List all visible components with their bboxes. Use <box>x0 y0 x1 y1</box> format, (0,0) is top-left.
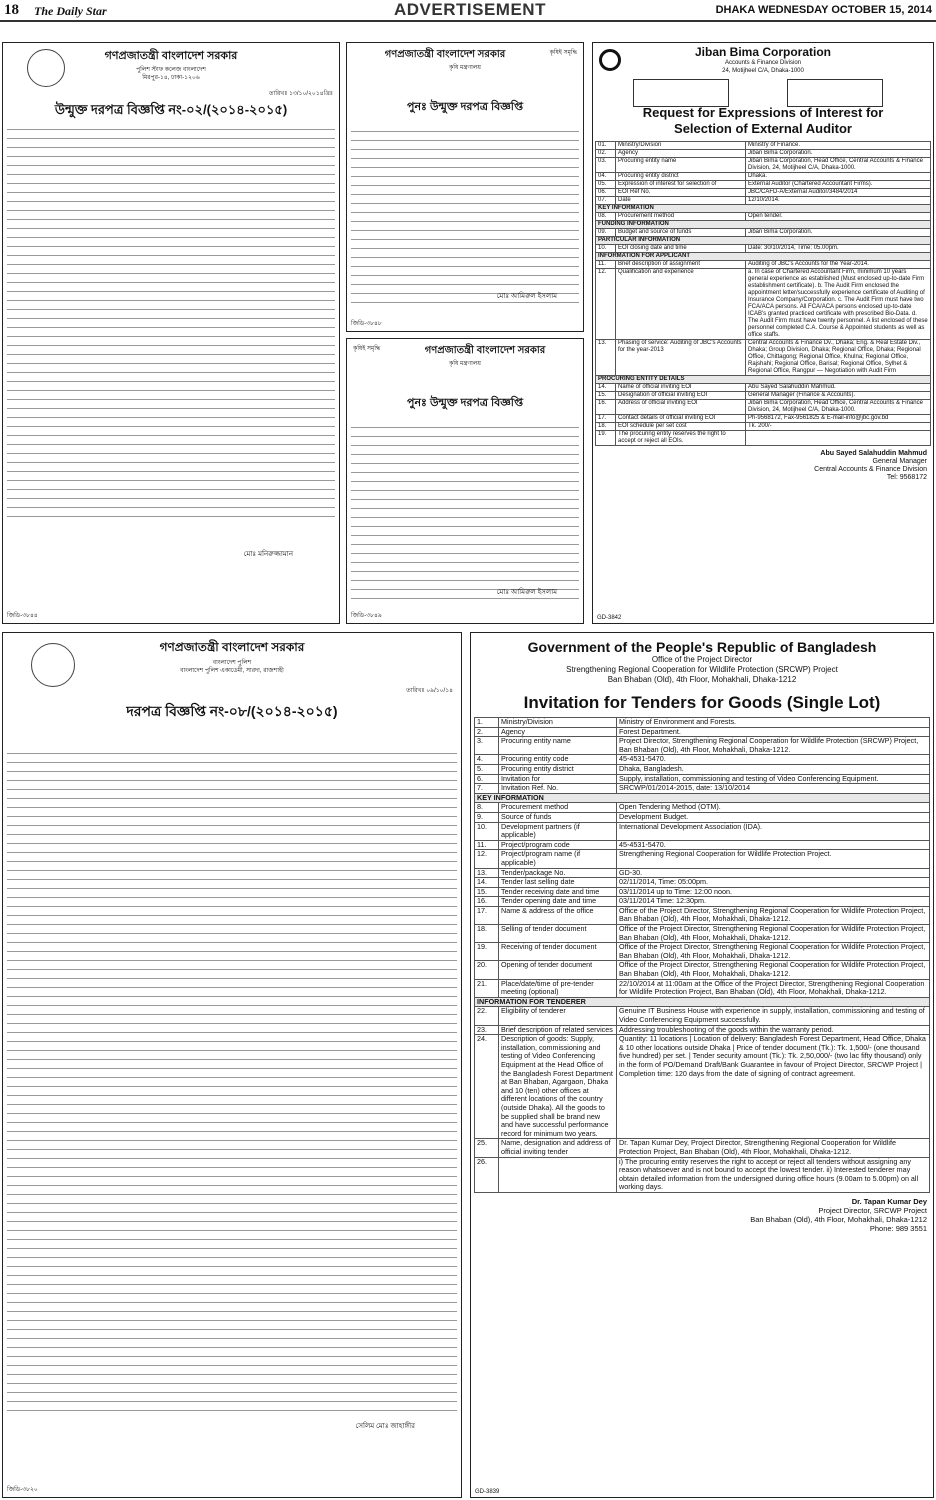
row-number: 6. <box>475 774 499 784</box>
row-number: 12. <box>475 850 499 868</box>
table-row <box>475 1139 930 1157</box>
ad-agriculture-top <box>346 42 584 332</box>
ad-title: পুনঃ উন্মুক্ত দরপত্র বিজ্ঞপ্তি <box>406 397 523 409</box>
table-row <box>596 197 931 205</box>
table-row <box>596 415 931 423</box>
row-value: Supply, installation, commissioning and testing of Video Conferencing Equipment. <box>617 774 930 784</box>
row-value: 45-4531-5470. <box>617 840 930 850</box>
ad-code: জিডি-৩৮২০ <box>7 1487 38 1493</box>
ad-code: জিডি-৩৮৪৯ <box>351 613 382 619</box>
sign-tel: Tel: 9568172 <box>886 474 927 481</box>
masthead <box>0 0 936 22</box>
government-seal-icon <box>27 49 65 87</box>
sign-title: Project Director, SRCWP Project <box>818 1205 927 1215</box>
ad-body-lines <box>7 745 457 1411</box>
sign-name: Abu Sayed Salahuddin Mahmud <box>820 450 927 457</box>
row-number: 8. <box>475 803 499 813</box>
table-row <box>596 269 931 340</box>
row-label: Tender/package No. <box>499 868 617 878</box>
ad-code: জিডি-৩৮৪৮ <box>351 321 382 327</box>
slogan-box-left <box>633 79 729 107</box>
ad-header: গণপ্রজাতন্ত্রী বাংলাদেশ সরকার <box>424 345 546 356</box>
ad-address: Ban Bhaban (Old), 4th Floor, Mohakhali, Dhaka-1212 <box>607 675 797 684</box>
row-number: 07. <box>596 197 616 205</box>
row-number: 10. <box>475 822 499 840</box>
row-label: Invitation for <box>499 774 617 784</box>
row-number: 25. <box>475 1139 499 1157</box>
section-header-row <box>475 793 930 803</box>
row-number: 15. <box>475 887 499 897</box>
row-value: Central Accounts & Finance Dv., Dhaka; Eng. & Real Estate Div., Dhaka; Group Division, Dhaka; Regional Office, Dhaka; Regional Office, Chittagong; Regional Office, Khulna; Regional Office, Rajshahi; Regional Office, Barisal; Regional Office, Sylhet & Regional Office, Rangpur — Negotiation with Audit Firm <box>746 340 931 376</box>
ad-subheader: পুলিশ স্টাফ কলেজ বাংলাদেশ <box>136 67 206 73</box>
ad-address: বাংলাদেশ পুলিশ একাডেমী, সারদা, রাজশাহী <box>180 668 284 674</box>
table-row <box>475 1025 930 1035</box>
table-row <box>475 961 930 979</box>
section-header-row <box>475 997 930 1007</box>
table-row <box>475 812 930 822</box>
row-value: 02/11/2014, Time: 05:00pm. <box>617 878 930 888</box>
ad-code: জিডি-৩৮৪৪ <box>7 613 38 619</box>
table-row <box>596 150 931 158</box>
ad-code: GD-3839 <box>475 1489 500 1495</box>
table-row <box>475 979 930 997</box>
table-row <box>596 245 931 253</box>
row-value: Addressing troubleshooting of the goods within the warranty period. <box>617 1025 930 1035</box>
row-number: 4. <box>475 755 499 765</box>
table-row <box>475 755 930 765</box>
row-number: 13. <box>596 340 616 376</box>
row-number: 1. <box>475 718 499 728</box>
ad-tag: কৃষিই সমৃদ্ধি <box>549 50 577 56</box>
row-label: Procuring entity name <box>499 737 617 755</box>
row-value: Forest Department. <box>617 727 930 737</box>
row-value: Ministry of Environment and Forests. <box>617 718 930 728</box>
row-label: Place/date/time of pre-tender meeting (optional) <box>499 979 617 997</box>
section-header: PARTICULAR INFORMATION <box>596 237 931 245</box>
row-value: External Auditor (Chartered Accountant Firms). <box>746 181 931 189</box>
table-row <box>596 189 931 197</box>
section-header-row <box>596 253 931 261</box>
row-value: International Development Association (IDA). <box>617 822 930 840</box>
row-value: Office of the Project Director, Strengthening Regional Cooperation for Wildlife Protection Project, Ban Bhaban (Old), 4th Floor, Mohakhali, Dhaka-1212. <box>617 943 930 961</box>
row-value: Dhaka, Bangladesh. <box>617 764 930 774</box>
row-label: Procurement method <box>616 213 746 221</box>
row-value: Jiban Bima Corporation, Head Office, Central Accounts & Finance Division, 24, Motijheel C/A, Dhaka-1000. <box>746 158 931 173</box>
row-label: Contact details of official inviting EOI <box>616 415 746 423</box>
ad-signatory: মোঃ আমিরুল ইসলাম <box>496 589 557 596</box>
row-label: EOI closing date and time <box>616 245 746 253</box>
ad-forest-tender <box>470 632 934 1498</box>
row-number: 5. <box>475 764 499 774</box>
row-number: 11. <box>596 261 616 269</box>
ad-date: তারিখঃ ১৩/১০/২০১৪খ্রিঃ <box>269 91 333 97</box>
ad-title: উন্মুক্ত দরপত্র বিজ্ঞপ্তি নং-০২/(২০১৪-২০১৫) <box>54 102 288 117</box>
row-label: Agency <box>616 150 746 158</box>
ad-body-lines <box>351 123 579 303</box>
row-label: Procuring entity district <box>616 173 746 181</box>
row-number: 01. <box>596 142 616 150</box>
row-label: Name, designation and address of official inviting tender <box>499 1139 617 1157</box>
sign-name: Dr. Tapan Kumar Dey <box>851 1196 927 1206</box>
row-value: 45-4531-5470. <box>617 755 930 765</box>
table-row <box>596 340 931 376</box>
ad-header: গণপ্রজাতন্ত্রী বাংলাদেশ সরকার <box>159 640 305 654</box>
row-value <box>746 431 931 446</box>
row-label: Name & address of the office <box>499 906 617 924</box>
row-number: 15. <box>596 392 616 400</box>
ad-header: গণপ্রজাতন্ত্রী বাংলাদেশ সরকার <box>104 50 238 62</box>
table-row <box>596 261 931 269</box>
ad-body-lines <box>351 419 579 599</box>
row-label: Invitation Ref. No. <box>499 784 617 794</box>
sign-phone: Phone: 989 3551 <box>869 1223 927 1233</box>
table-row <box>475 774 930 784</box>
row-number: 08. <box>596 213 616 221</box>
row-number: 02. <box>596 150 616 158</box>
table-row <box>596 142 931 150</box>
row-label <box>499 1157 617 1192</box>
table-row <box>596 229 931 237</box>
row-value: Office of the Project Director, Strengthening Regional Cooperation for Wildlife Protection Project, Ban Bhaban (Old), 4th Floor, Mohakhali, Dhaka-1212. <box>617 906 930 924</box>
table-row <box>596 173 931 181</box>
row-number: 17. <box>475 906 499 924</box>
section-title: ADVERTISEMENT <box>394 0 546 19</box>
ad-subheader: কৃষি মন্ত্রণালয় <box>449 361 481 367</box>
ad-agriculture-bottom <box>346 338 584 624</box>
section-header: INFORMATION FOR APPLICANT <box>596 253 931 261</box>
ad-title: Invitation for Tenders for Goods (Single Lot) <box>523 693 881 712</box>
row-label: Tender opening date and time <box>499 897 617 907</box>
page-number: 18 <box>4 2 19 18</box>
row-value: Development Budget. <box>617 812 930 822</box>
section-header-row <box>596 205 931 213</box>
ad-project: Strengthening Regional Cooperation for Wildlife Protection (SRCWP) Project <box>566 665 838 674</box>
row-number: 9. <box>475 812 499 822</box>
dateline: DHAKA WEDNESDAY OCTOBER 15, 2014 <box>715 4 932 16</box>
table-row <box>475 850 930 868</box>
section-header: KEY INFORMATION <box>475 793 930 803</box>
ad-title: Request for Expressions of Interest for Selection of External Auditor <box>642 105 884 136</box>
row-label: Agency <box>499 727 617 737</box>
section-header-row <box>596 376 931 384</box>
ad-signatory: মোঃ মনিরুজ্জামান <box>243 551 293 558</box>
row-number: 09. <box>596 229 616 237</box>
ad-address: 24, Motijheel C/A, Dhaka-1000 <box>722 68 804 74</box>
jbc-logo-icon <box>599 49 621 71</box>
row-value: Dr. Tapan Kumar Dey, Project Director, Strengthening Regional Cooperation for Wildlife Protection Project, Ban Bhaban (Old), 4th Floor, Mohakhali, Dhaka-1212. <box>617 1139 930 1157</box>
row-label: Phasing of service: Auditing of JBC's Accounts for the year-2013 <box>616 340 746 376</box>
row-value: 03/11/2014 Time: 12:30pm. <box>617 897 930 907</box>
row-number: 19. <box>596 431 616 446</box>
row-label: Tender last selling date <box>499 878 617 888</box>
row-number: 10. <box>596 245 616 253</box>
section-header: INFORMATION FOR TENDERER <box>475 997 930 1007</box>
ad-code: GD-3842 <box>597 615 622 621</box>
row-label: Project/program code <box>499 840 617 850</box>
row-value: Quantity: 11 locations | Location of delivery: Bangladesh Forest Department, Head Office, Dhaka & 10 other locations outside Dhaka | Price of tender document (Tk.): Tk. 1,500/- (one thousand five hundred) per set. | Tender security amount (Tk.): Tk. 2,50,000/- (two lac fifty thousand) only in the form of PO/Demand Draft/Bank Guarantee in favour of Project Director, SRCWP Project | Completion time: 120 days from the date of signing of contract agreement. <box>617 1035 930 1139</box>
row-value: JBC/CAFD-A/External Auditor/3484/2014 <box>746 189 931 197</box>
table-row <box>596 392 931 400</box>
row-value: a. In case of Chartered Accountant Firm, minimum 10 years general experience as established (Must enclosed up-to-date Firm establishment certificate). b. The Audit Firm enclosed the appointment letter/successfully experience certificate of Auditing of Insurance Company/Corporation. c. The Audit Firm must have two FCA/ACA persons. All FCA/ACA persons enclosed up-to-date ICAB's granted practiced certificate with prescribed Bio-Data. d. The Audit Firm must have twenty personnel. A list enclosed of these personnel completed C.A. Course & Appointed students as well as office staffs. <box>746 269 931 340</box>
row-label: Brief description of related services <box>499 1025 617 1035</box>
row-value: 03/11/2014 up to Time: 12:00 noon. <box>617 887 930 897</box>
table-row <box>475 906 930 924</box>
row-number: 05. <box>596 181 616 189</box>
row-number: 06. <box>596 189 616 197</box>
row-number: 20. <box>475 961 499 979</box>
ad-jiban-bima <box>592 42 934 624</box>
row-value: Jiban Bima Corporation, Head Office, Central Accounts & Finance Division, 24, Motijheel C/A, Dhaka-1000. <box>746 400 931 415</box>
ad-header: Government of the People's Republic of Bangladesh <box>527 639 877 655</box>
ad-police-staff-college <box>2 42 340 624</box>
table-row <box>475 887 930 897</box>
row-label: Procuring entity district <box>499 764 617 774</box>
ad-division: Accounts & Finance Division <box>724 60 802 66</box>
row-value: Auditing of JBC's Accounts for the Year-2014. <box>746 261 931 269</box>
row-value: Open tender. <box>746 213 931 221</box>
row-value: 22/10/2014 at 11:00am at the Office of the Project Director, Strengthening Regional Cooperation for Wildlife Protection Project, Ban Bhaban (Old), 4th Floor, Mohakhali, Dhaka-1212. <box>617 979 930 997</box>
row-label: The procuring entity reserves the right to accept or reject all EOIs. <box>616 431 746 446</box>
row-number: 24. <box>475 1035 499 1139</box>
row-number: 04. <box>596 173 616 181</box>
table-row <box>475 737 930 755</box>
row-label: Designation of official inviting EOI <box>616 392 746 400</box>
section-header: FUNDING INFORMATION <box>596 221 931 229</box>
table-row <box>475 1157 930 1192</box>
table-row <box>596 213 931 221</box>
row-number: 17. <box>596 415 616 423</box>
row-value: Project Director, Strengthening Regional Cooperation for Wildlife Protection (SRCWP) Project, Ban Bhaban (Old), 4th Floor, Mohakhali, Dhaka-1212. <box>617 737 930 755</box>
ad-police-academy <box>2 632 462 1498</box>
tender-table <box>474 717 930 1193</box>
section-header-row <box>596 221 931 229</box>
row-number: 26. <box>475 1157 499 1192</box>
row-value: Dhaka. <box>746 173 931 181</box>
row-number: 12. <box>596 269 616 340</box>
paper-name: The Daily Star <box>34 4 107 18</box>
table-row <box>596 431 931 446</box>
row-label: Receiving of tender document <box>499 943 617 961</box>
row-label: Opening of tender document <box>499 961 617 979</box>
row-value: Ph-9568172, Fax-9561825 & E-mail-info@jbc.gov.bd <box>746 415 931 423</box>
row-label: Tender receiving date and time <box>499 887 617 897</box>
row-value: General Manager (Finance & Accounts). <box>746 392 931 400</box>
row-number: 19. <box>475 943 499 961</box>
row-number: 18. <box>475 925 499 943</box>
table-row <box>475 822 930 840</box>
row-number: 18. <box>596 423 616 431</box>
sign-address: Ban Bhaban (Old), 4th Floor, Mohakhali, Dhaka-1212 <box>750 1214 927 1224</box>
row-number: 14. <box>596 384 616 392</box>
row-label: Date <box>616 197 746 205</box>
ad-body-lines <box>7 121 335 517</box>
row-label: Address of official inviting EOI <box>616 400 746 415</box>
section-header: PROCURING ENTITY DETAILS <box>596 376 931 384</box>
table-row <box>596 384 931 392</box>
table-row <box>596 423 931 431</box>
table-row <box>475 727 930 737</box>
ad-subheader: কৃষি মন্ত্রণালয় <box>449 65 481 71</box>
ad-title: দরপত্র বিজ্ঞপ্তি নং-০৮/(২০১৪-২০১৫) <box>126 703 338 719</box>
row-number: 11. <box>475 840 499 850</box>
row-number: 16. <box>475 897 499 907</box>
row-number: 22. <box>475 1007 499 1025</box>
sign-dept: Central Accounts & Finance Division <box>814 466 927 473</box>
row-number: 16. <box>596 400 616 415</box>
table-row <box>475 868 930 878</box>
table-row <box>475 764 930 774</box>
row-value: 12/10/2014. <box>746 197 931 205</box>
table-row <box>475 925 930 943</box>
row-label: Development partners (if applicable) <box>499 822 617 840</box>
row-label: Selling of tender document <box>499 925 617 943</box>
row-number: 3. <box>475 737 499 755</box>
table-row <box>475 878 930 888</box>
row-number: 14. <box>475 878 499 888</box>
table-row <box>475 784 930 794</box>
row-label: Source of funds <box>499 812 617 822</box>
government-seal-icon <box>31 643 75 687</box>
eoi-table <box>595 141 931 446</box>
section-header-row <box>596 237 931 245</box>
ad-tag: কৃষিই সমৃদ্ধি <box>353 346 381 352</box>
row-value: Ministry of Finance. <box>746 142 931 150</box>
row-label: Procurement method <box>499 803 617 813</box>
row-number: 03. <box>596 158 616 173</box>
ad-org: Jiban Bima Corporation <box>694 45 831 59</box>
ad-title: পুনঃ উন্মুক্ত দরপত্র বিজ্ঞপ্তি <box>406 101 523 113</box>
row-label: Name of official inviting EOI <box>616 384 746 392</box>
ad-subheader: বাংলাদেশ পুলিশ <box>212 660 252 666</box>
row-value: Abu Sayed Salahuddin Mahmud. <box>746 384 931 392</box>
slogan-box-right <box>787 79 883 107</box>
row-label: Procuring entity name <box>616 158 746 173</box>
row-value: Office of the Project Director, Strengthening Regional Cooperation for Wildlife Protection Project, Ban Bhaban (Old), 4th Floor, Mohakhali, Dhaka-1212. <box>617 925 930 943</box>
row-value: i) The procuring entity reserves the right to accept or reject all tenders without assigning any reason whatsoever and is not bound to accept the lowest tender. ii) Interested tenderer may obtain detailed information from the undersigned during office hours (9.00am to 5.00pm) on all working days. <box>617 1157 930 1192</box>
section-header: KEY INFORMATION <box>596 205 931 213</box>
row-label: Expression of interest for selection of <box>616 181 746 189</box>
row-value: SRCWP/01/2014-2015, date: 13/10/2014 <box>617 784 930 794</box>
table-row <box>475 803 930 813</box>
row-number: 21. <box>475 979 499 997</box>
row-value: Office of the Project Director, Strengthening Regional Cooperation for Wildlife Protection Project, Ban Bhaban (Old), 4th Floor, Mohakhali, Dhaka-1212. <box>617 961 930 979</box>
row-label: Brief description of assignment <box>616 261 746 269</box>
row-label: Budget and source of funds <box>616 229 746 237</box>
row-label: EOI schedule per set cost <box>616 423 746 431</box>
row-number: 13. <box>475 868 499 878</box>
row-value: Jiban Bima Corporation. <box>746 229 931 237</box>
row-label: Description of goods: Supply, installation, commissioning and testing of Video Conferencing Equipment at the Head Office of the Bangladesh Forest Department at Ban Bhaban, Agargaon, Dhaka and 10 (ten) other offices at different locations of the country (outside Dhaka). All the goods to be supplied shall be brand new and have successful performance record for minimum two years. <box>499 1035 617 1139</box>
ad-signatory: মোঃ আমিরুল ইসলাম <box>496 293 557 300</box>
row-value: Open Tendering Method (OTM). <box>617 803 930 813</box>
ad-office: Office of the Project Director <box>651 655 753 664</box>
row-value: Jiban Bima Corporation. <box>746 150 931 158</box>
row-label: Procuring entity code <box>499 755 617 765</box>
row-value: Tk. 200/- <box>746 423 931 431</box>
table-row <box>475 943 930 961</box>
row-number: 23. <box>475 1025 499 1035</box>
ad-address: মিরপুর-১৪, ঢাকা-১২০৬ <box>142 75 200 81</box>
ad-signatory: সেলিম মোঃ জাহাঙ্গীর <box>355 1423 415 1430</box>
table-row <box>475 897 930 907</box>
row-number: 7. <box>475 784 499 794</box>
row-value: GD-30. <box>617 868 930 878</box>
table-row <box>596 181 931 189</box>
row-number: 2. <box>475 727 499 737</box>
row-value: Genuine IT Business House with experience in supply, installation, commissioning and testing of Video Conferencing Equipment successfully. <box>617 1007 930 1025</box>
row-label: Eligibility of tenderer <box>499 1007 617 1025</box>
row-label: EOI Ref No. <box>616 189 746 197</box>
table-row <box>475 1007 930 1025</box>
ad-date: তারিখঃ ০৯/১০/১৪ <box>406 688 453 694</box>
sign-title: General Manager <box>872 458 927 465</box>
ad-header: গণপ্রজাতন্ত্রী বাংলাদেশ সরকার <box>384 49 506 60</box>
row-label: Project/program name (if applicable) <box>499 850 617 868</box>
table-row <box>475 1035 930 1139</box>
row-label: Ministry/Division <box>499 718 617 728</box>
row-value: Date: 30/10/2014, Time: 05.00pm. <box>746 245 931 253</box>
table-row <box>475 840 930 850</box>
row-label: Ministry/Division <box>616 142 746 150</box>
row-value: Strengthening Regional Cooperation for Wildlife Protection Project. <box>617 850 930 868</box>
table-row <box>596 400 931 415</box>
row-label: Qualification and experience <box>616 269 746 340</box>
table-row <box>475 718 930 728</box>
table-row <box>596 158 931 173</box>
